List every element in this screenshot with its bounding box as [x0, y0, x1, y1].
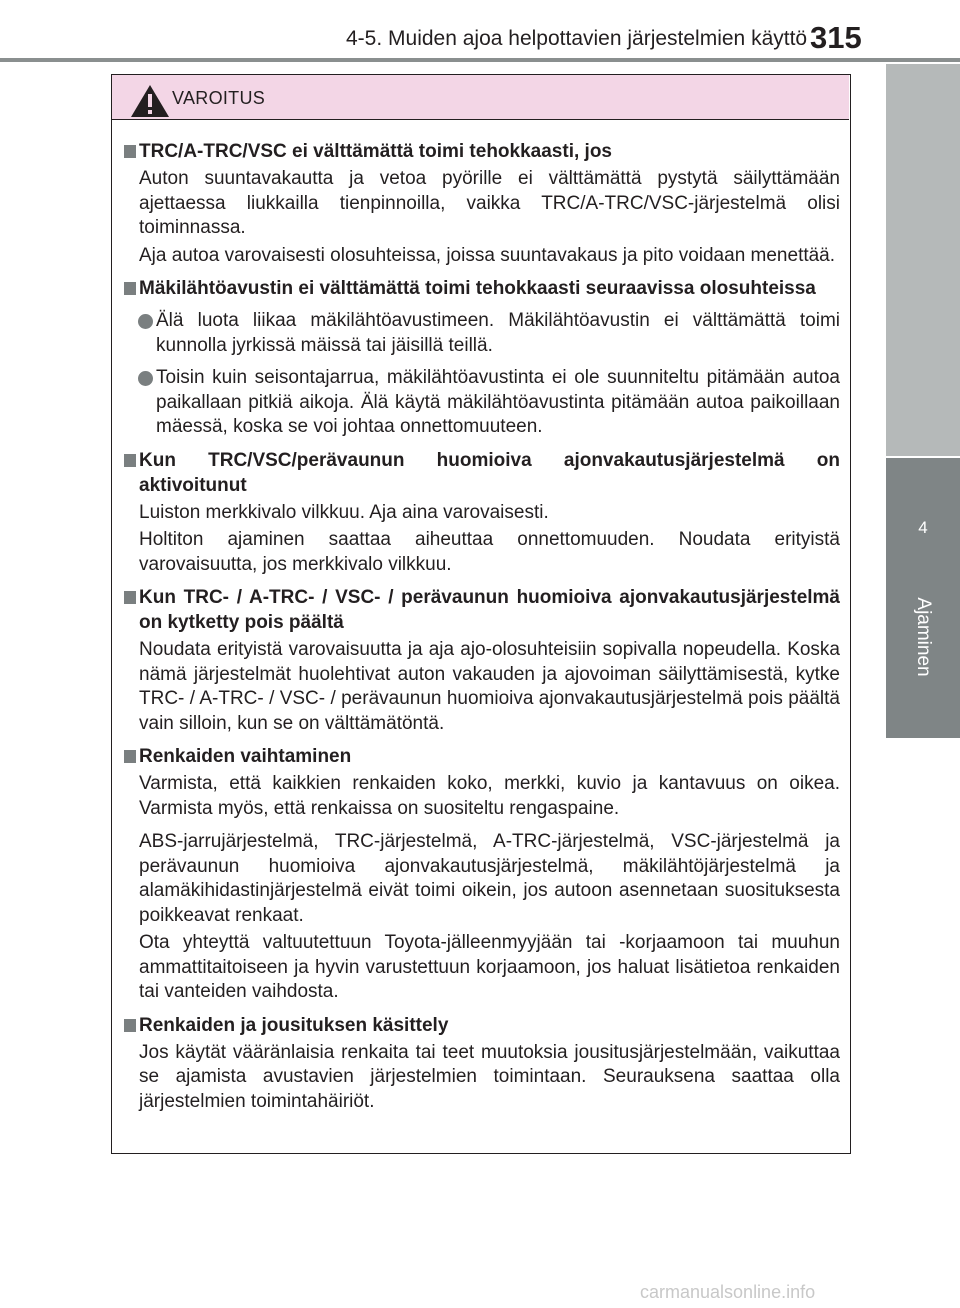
section-title: Mäkilähtöavustin ei välttämättä toimi tehokkaasti seuraavissa olosuhteissa — [139, 276, 840, 301]
warning-content — [124, 131, 840, 1114]
page-number: 315 — [810, 20, 862, 55]
warning-triangle-icon — [130, 84, 170, 118]
section-paragraph: Luiston merkkivalo vilkkuu. Aja aina varovaisesti. — [139, 501, 549, 523]
section-system-activated — [124, 448, 840, 578]
page-header — [0, 0, 960, 62]
section-paragraph: Auton suuntavakautta ja vetoa pyörille ei välttämättä pystytä säilyttämään ajettaessa liukkailla tienpinnoilla, vaikka TRC/A-TRC/VSC-järjestelmä olisi toiminnassa. — [139, 168, 840, 238]
section-tires-suspension — [124, 1013, 840, 1115]
section-title: Renkaiden ja jousituksen käsittely — [139, 1013, 840, 1038]
section-system-off — [124, 585, 840, 736]
side-strip — [886, 64, 960, 456]
section-trc-effectiveness — [124, 139, 840, 268]
square-bullet-icon — [124, 145, 136, 158]
section-paragraph: Ota yhteyttä valtuutettuun Toyota-jälleenmyyjään tai -korjaamoon tai muuhun ammattitaitoiseen ja hyvin varustettuun korjaamoon, jos haluat lisätietoa renkaiden tai vanteiden vaihdosta. — [139, 932, 840, 1002]
section-title: TRC/A-TRC/VSC ei välttämättä toimi tehokkaasti, jos — [139, 139, 840, 164]
section-paragraph: ABS-jarrujärjestelmä, TRC-järjestelmä, A-TRC-järjestelmä, VSC-järjestelmä ja perävaunun huomioiva ajonvakautusjärjestelmä, mäkilähtöjärjestelmä ja alamäkihidastinjärjestelmä eivät toimi oikein, jos autoon asennetaan suosituksesta poikkeavat renkaat. — [139, 831, 840, 926]
section-paragraph: Varmista, että kaikkien renkaiden koko, merkki, kuvio ja kantavuus on oikea. Varmista myös, että renkaissa on suositeltu rengaspaine. — [139, 773, 840, 819]
square-bullet-icon — [124, 282, 136, 295]
chapter-label-text: Ajaminen — [913, 597, 934, 677]
section-paragraph: Aja autoa varovaisesti olosuhteissa, joissa suuntavakaus ja pito voidaan menettää. — [139, 244, 836, 266]
watermark: carmanualsonline.info — [640, 1282, 816, 1302]
warning-box — [111, 74, 851, 1154]
running-header-title: 4-5. Muiden ajoa helpottavien järjestelmien käyttö — [346, 27, 808, 50]
warning-header — [112, 75, 849, 120]
bullet-item: Älä luota liikaa mäkilähtöavustimeen. Mäkilähtöavustin ei välttämättä toimi kunnolla jyrkissä mäissä tai jäisillä teillä. — [139, 309, 840, 358]
header-divider — [0, 58, 960, 62]
chapter-label — [898, 582, 948, 692]
warning-title: VAROITUS — [172, 88, 266, 108]
circle-bullet-icon — [138, 314, 153, 329]
square-bullet-icon — [124, 454, 136, 467]
circle-bullet-icon — [138, 371, 153, 386]
section-title: Renkaiden vaihtaminen — [139, 744, 840, 769]
section-paragraph: Noudata erityistä varovaisuutta ja aja ajo-olosuhteisiin sopivalla nopeudella. Koska nämä järjestelmät huolehtivat auton vakauden ja ajovoiman säilyttämisestä, kytke TRC- / A-TRC- / VSC- / perävaunun huomioiva ajonvakautusjärjestelmä pois päältä vain silloin, kun se on välttämätöntä. — [139, 639, 840, 734]
section-title: Kun TRC- / A-TRC- / VSC- / perävaunun huomioiva ajonvakautusjärjestelmä on kytketty pois päältä — [139, 585, 840, 635]
square-bullet-icon — [124, 750, 136, 763]
section-title: Kun TRC/VSC/perävaunun huomioiva ajonvakautusjärjestelmä on aktivoitunut — [139, 448, 840, 498]
section-tire-replacement — [124, 744, 840, 1005]
square-bullet-icon — [124, 591, 136, 604]
bullet-item: Toisin kuin seisontajarrua, mäkilähtöavustinta ei ole suunniteltu pitämään autoa paikallaan pitkiä aikoja. Älä käytä mäkilähtöavustinta pitämään autoa paikoillaan mäessä, koska se voi johtaa onnettomuuteen. — [139, 366, 840, 440]
section-paragraph: Holtiton ajaminen saattaa aiheuttaa onnettomuuden. Noudata erityistä varovaisuutta, jos merkkivalo vilkkuu. — [139, 529, 840, 575]
section-paragraph: Jos käytät vääränlaisia renkaita tai teet muutoksia jousitusjärjestelmään, vaikuttaa se ajamista avustavien järjestelmien toimintaan. Seurauksena saattaa olla järjestelmien toimintahäiriöt. — [139, 1041, 840, 1112]
chapter-number: 4 — [918, 518, 928, 537]
section-hill-start-assist — [124, 276, 840, 440]
square-bullet-icon — [124, 1019, 136, 1032]
